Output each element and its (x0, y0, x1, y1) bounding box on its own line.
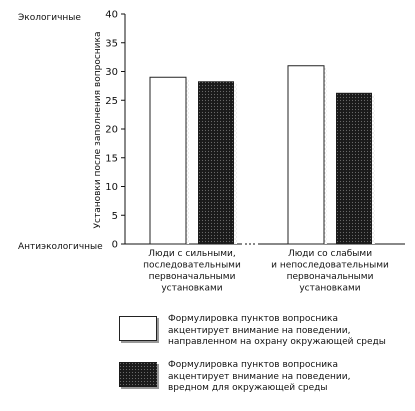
category-labels (143, 249, 389, 294)
y-bottom-label: Антиэкологичные (18, 242, 103, 252)
category-label-line: Люди с сильными, (148, 249, 236, 259)
category-label (143, 249, 241, 294)
category-label-line: последовательными (143, 260, 241, 271)
legend-swatch-dark (119, 362, 157, 387)
legend-line: акцентирует внимание на поведении, (168, 325, 351, 336)
bar-shadow (234, 83, 237, 244)
legend-text-environmental (168, 314, 386, 349)
bar-environmental (150, 77, 186, 244)
legend-line: Формулировка пунктов вопросника (168, 314, 339, 324)
bar-harmful (336, 93, 372, 244)
y-tick-label: 20 (105, 124, 118, 136)
y-tick-label: 15 (105, 153, 118, 165)
category-label-line: установками (161, 283, 223, 294)
y-tick-label: 0 (111, 239, 118, 251)
bars (150, 66, 375, 244)
y-tick-label: 30 (105, 67, 118, 78)
y-tick-label: 5 (111, 210, 118, 222)
bar-environmental (288, 66, 324, 244)
category-label-line: первоначальными (286, 272, 374, 282)
y-tick-label: 35 (105, 38, 118, 50)
y-tick-label: 40 (105, 9, 118, 21)
y-tick-label: 10 (105, 182, 118, 193)
legend-line: направленном на охрану окружающей среды (168, 337, 386, 347)
y-top-label: Экологичные (18, 13, 81, 23)
y-axis-label: Установки после заполнения вопросника (93, 31, 103, 229)
category-label (271, 249, 389, 294)
bar-harmful (198, 81, 234, 244)
legend-line: Формулировка пунктов вопросника (168, 360, 339, 370)
bar-shadow (372, 95, 375, 244)
category-label-line: установками (299, 283, 361, 294)
legend-line: акцентирует внимание на поведении, (168, 371, 351, 382)
legend-line: вредном для окружающей среды (168, 383, 328, 393)
legend-swatch-white (119, 316, 157, 341)
category-label-line: Люди со слабыми (287, 249, 373, 259)
legend-text-harmful (168, 360, 350, 395)
y-tick-label: 25 (105, 95, 118, 107)
category-label-line: и непоследовательными (271, 260, 389, 271)
category-label-line: первоначальными (148, 272, 236, 282)
